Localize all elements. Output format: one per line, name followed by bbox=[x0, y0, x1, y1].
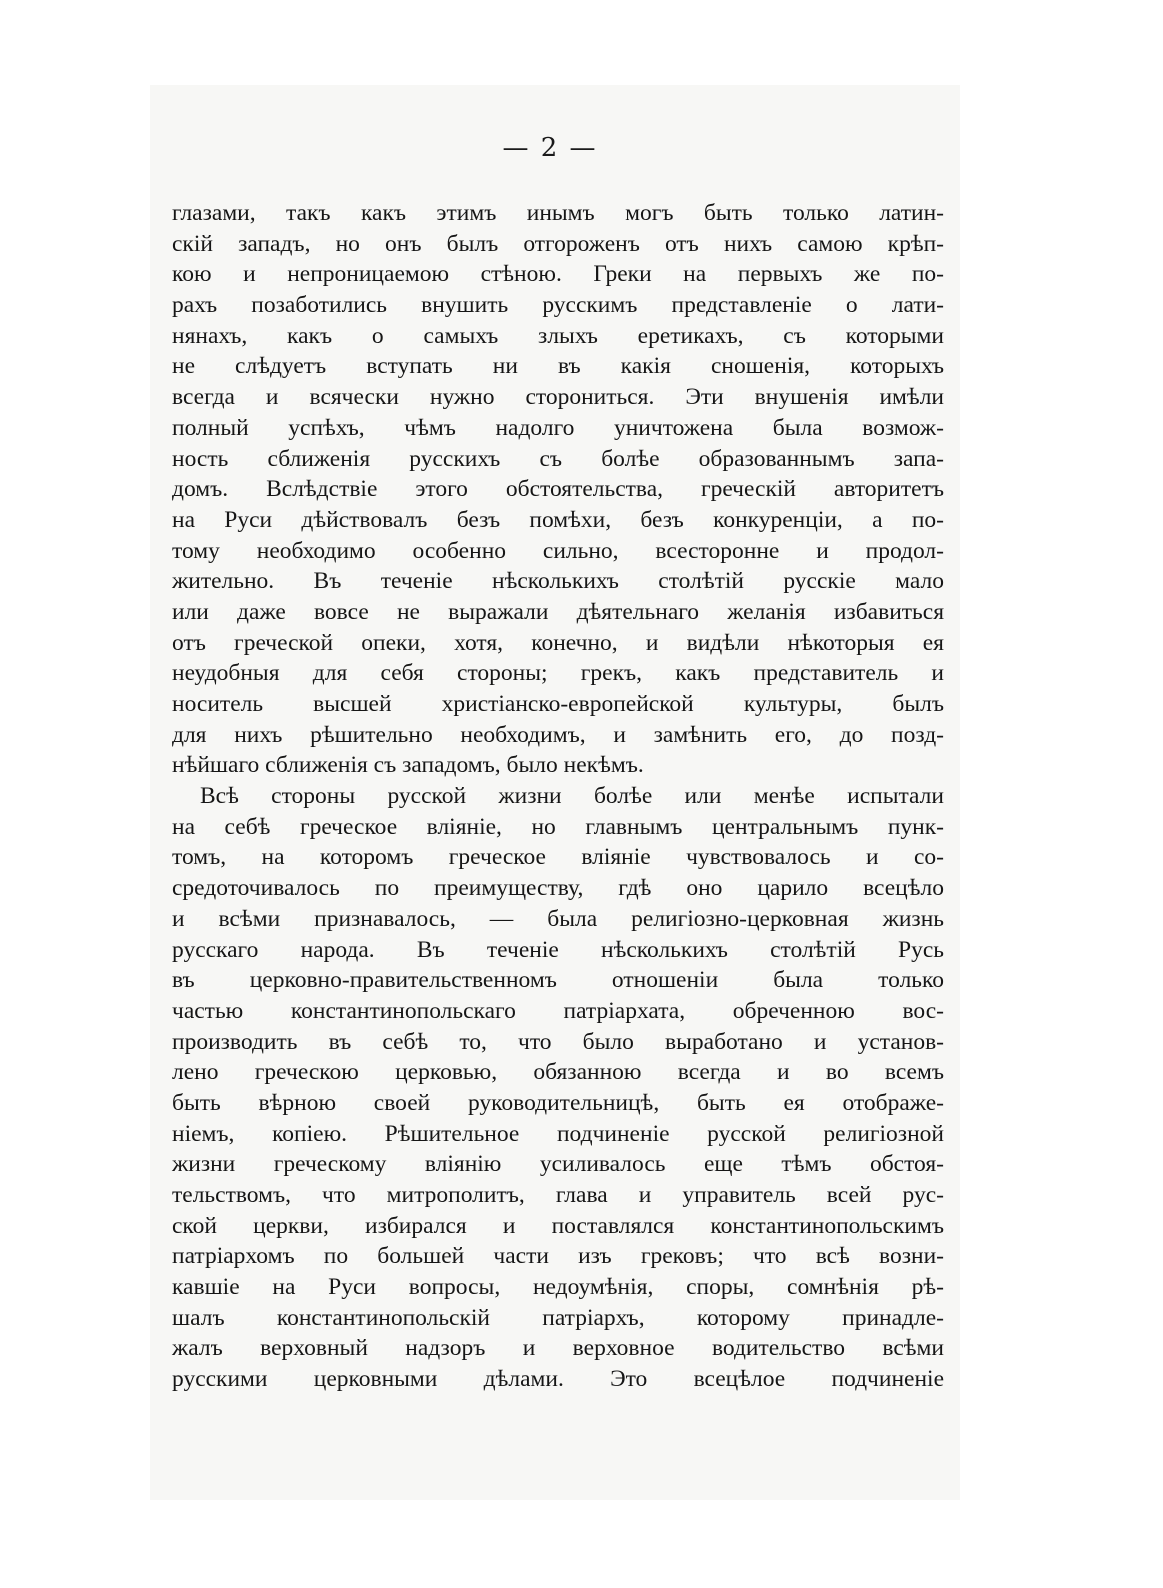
text-line: производить въ себѣ то, что было выработано и установ- bbox=[172, 1028, 944, 1055]
text-line: глазами, такъ какъ этимъ инымъ могъ быть только латин- bbox=[172, 200, 944, 226]
text-line: тому необходимо особенно сильно, всесторонне и продол- bbox=[172, 537, 944, 564]
paragraph-1 bbox=[172, 198, 944, 781]
text-line: русскими церковными дѣлами. Это всецѣлое подчиненіе bbox=[172, 1366, 944, 1393]
text-line: полный успѣхъ, чѣмъ надолго уничтожена была возмож- bbox=[172, 414, 944, 441]
text-line: лено греческою церковью, обязанною всегда и во всемъ bbox=[172, 1059, 944, 1086]
text-line: или даже вовсе не выражали дѣятельнаго желанія избавиться bbox=[172, 598, 944, 625]
text-line: ность сближенія русскихъ съ болѣе образованнымъ запа- bbox=[172, 445, 944, 472]
text-line: жалъ верховный надзоръ и верховное водительство всѣми bbox=[172, 1335, 944, 1362]
text-line: домъ. Вслѣдствіе этого обстоятельства, греческій авторитетъ bbox=[172, 476, 944, 503]
text-line: на Руси дѣйствовалъ безъ помѣхи, безъ конкуренціи, а по- bbox=[172, 506, 944, 533]
text-line: кавшіе на Руси вопросы, недоумѣнія, споры, сомнѣнія рѣ- bbox=[172, 1274, 944, 1301]
text-line: патріархомъ по большей части изъ грековъ; что всѣ возни- bbox=[172, 1243, 944, 1270]
text-line: тельствомъ, что митрополитъ, глава и управитель всей рус- bbox=[172, 1182, 944, 1208]
text-line: томъ, на которомъ греческое вліяніе чувствовалось и со- bbox=[172, 844, 944, 871]
text-line: быть вѣрною своей руководительницѣ, быть ея отображе- bbox=[172, 1089, 944, 1116]
body-text bbox=[172, 198, 944, 1395]
text-line: и всѣми признавалось, — была религіозно-церковная жизнь bbox=[172, 905, 944, 932]
text-line: частью константинопольскаго патріархата, обреченною вос- bbox=[172, 997, 944, 1024]
text-line: нянахъ, какъ о самыхъ злыхъ еретикахъ, съ которыми bbox=[172, 322, 944, 349]
text-line: въ церковно-правительственномъ отношеніи была только bbox=[172, 967, 944, 994]
text-line: ніемъ, копіею. Рѣшительное подчиненіе русской религіозной bbox=[172, 1120, 944, 1147]
text-line: русскаго народа. Въ теченіе нѣсколькихъ столѣтій Русь bbox=[172, 936, 944, 963]
text-line: жительно. Въ теченіе нѣсколькихъ столѣтій русскіе мало bbox=[172, 568, 944, 595]
text-line: ской церкви, избирался и поставлялся константинопольскимъ bbox=[172, 1212, 944, 1239]
text-line: на себѣ греческое вліяніе, но главнымъ центральнымъ пунк- bbox=[172, 813, 944, 840]
text-line: носитель высшей христіанско-европейской культуры, былъ bbox=[172, 691, 944, 717]
text-line: всегда и всячески нужно сторониться. Эти внушенія имѣли bbox=[172, 384, 944, 411]
text-line: нѣйшаго сближенія съ западомъ, было некѣмъ. bbox=[172, 752, 644, 779]
text-line: отъ греческой опеки, хотя, конечно, и видѣли нѣкоторыя ея bbox=[172, 629, 944, 656]
text-line: неудобныя для себя стороны; грекъ, какъ представитель и bbox=[172, 660, 944, 687]
text-line: для нихъ рѣшительно необходимъ, и замѣнить его, до позд- bbox=[172, 721, 944, 748]
text-line: не слѣдуетъ вступать ни въ какія сношенія, которыхъ bbox=[172, 353, 944, 380]
paragraph-2 bbox=[172, 781, 944, 1395]
text-line: рахъ позаботились внушить русскимъ представленіе о лати- bbox=[172, 292, 944, 319]
text-line: шалъ константинопольскій патріархъ, которому принадле- bbox=[172, 1304, 944, 1331]
text-line: Всѣ стороны русской жизни болѣе или менѣе испытали bbox=[200, 783, 944, 810]
page-number: — 2 — bbox=[502, 133, 598, 163]
text-line: скій западъ, но онъ былъ отгороженъ отъ нихъ самою крѣп- bbox=[172, 230, 944, 257]
text-line: кою и непроницаемою стѣною. Греки на первыхъ же по- bbox=[172, 261, 944, 288]
text-line: средоточивалось по преимуществу, гдѣ оно царило всецѣло bbox=[172, 875, 944, 902]
text-line: жизни греческому вліянію усиливалось еще тѣмъ обстоя- bbox=[172, 1151, 944, 1178]
